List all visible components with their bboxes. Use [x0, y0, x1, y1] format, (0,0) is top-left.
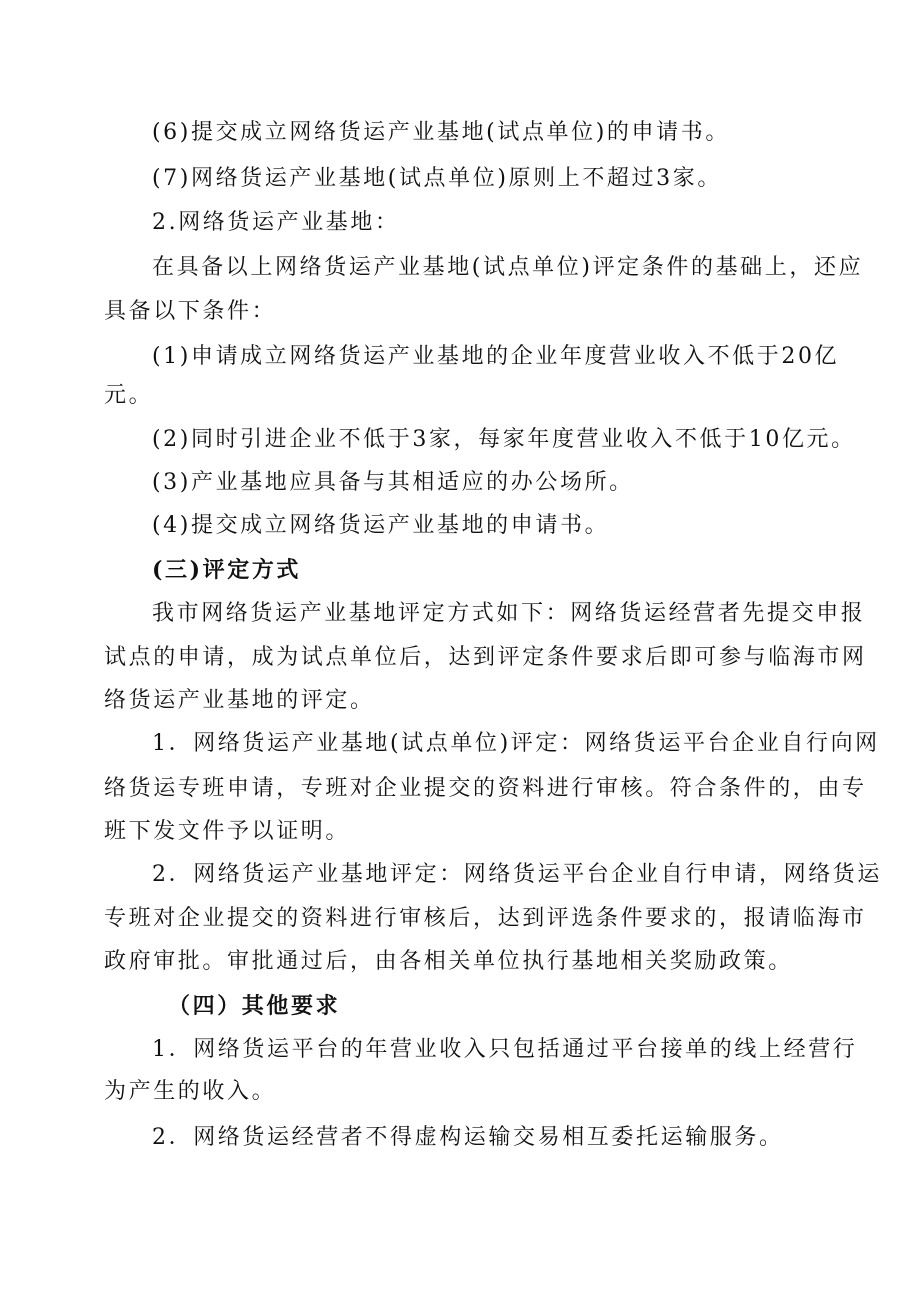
paragraph-line: 在具备以上网络货运产业基地(试点单位)评定条件的基础上，还应: [152, 255, 864, 280]
paragraph-line: 具备以下条件：: [104, 299, 277, 324]
paragraph-line: (7)网络货运产业基地(试点单位)原则上不超过3家。: [152, 166, 722, 191]
paragraph-line: 络货运产业基地的评定。: [104, 688, 375, 713]
paragraph-line: (1)申请成立网络货运产业基地的企业年度营业收入不低于20亿: [152, 344, 840, 369]
paragraph-line: 元。: [104, 383, 154, 408]
paragraph-line: 1．网络货运平台的年营业收入只包括通过平台接单的线上经营行: [152, 1037, 858, 1062]
paragraph-line: 2.网络货运产业基地：: [152, 210, 400, 235]
paragraph-line: 2．网络货运经营者不得虚构运输交易相互委托运输服务。: [152, 1125, 784, 1150]
paragraph-line: 络货运专班申请，专班对企业提交的资料进行审核。符合条件的，由专: [104, 776, 867, 801]
section-heading: (三)评定方式: [152, 557, 302, 583]
paragraph-line: (4)提交成立网络货运产业基地的申请书。: [152, 513, 610, 538]
paragraph-line: 为产生的收入。: [104, 1079, 277, 1104]
paragraph-line: (2)同时引进企业不低于3家，每家年度营业收入不低于10亿元。: [152, 427, 856, 452]
paragraph-line: 1．网络货运产业基地(试点单位)评定：网络货运平台企业自行向网: [152, 731, 880, 756]
paragraph-line: (3)产业基地应具备与其相适应的办公场所。: [152, 470, 634, 495]
paragraph-line: 班下发文件予以证明。: [104, 819, 351, 844]
section-heading: （四）其他要求: [168, 993, 341, 1019]
paragraph-line: 我市网络货运产业基地评定方式如下：网络货运经营者先提交申报: [152, 601, 866, 626]
paragraph-line: 试点的申请，成为试点单位后，达到评定条件要求后即可参与临海市网: [104, 645, 867, 670]
paragraph-line: 2．网络货运产业基地评定：网络货运平台企业自行申请，网络货运: [152, 862, 882, 887]
paragraph-line: 政府审批。审批通过后，由各相关单位执行基地相关奖励政策。: [104, 949, 793, 974]
paragraph-line: 专班对企业提交的资料进行审核后，达到评选条件要求的，报请临海市: [104, 906, 867, 931]
paragraph-line: (6)提交成立网络货运产业基地(试点单位)的申请书。: [152, 120, 730, 145]
